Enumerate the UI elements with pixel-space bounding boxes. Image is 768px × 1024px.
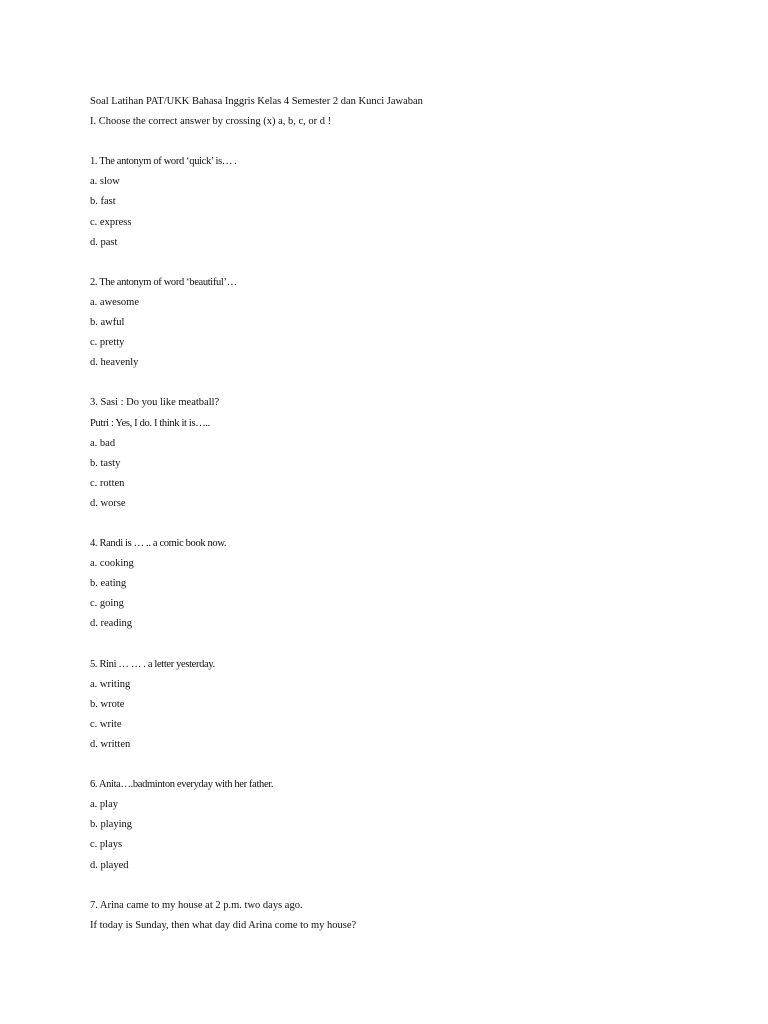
question-4-option-b: b. eating: [90, 578, 127, 590]
question-5-option-a: a. writing: [90, 678, 131, 690]
question-2-text: 2. The antonym of word ‘beautiful’…: [90, 276, 237, 288]
question-6-option-d: d. played: [90, 859, 129, 871]
question-6-option-c: c. plays: [90, 839, 123, 851]
question-5-option-d: d. written: [90, 739, 131, 750]
question-1-text: 1. The antonym of word ‘quick’ is… .: [90, 156, 237, 168]
question-4-option-a: a. cooking: [90, 558, 134, 570]
question-1-option-a: a. slow: [90, 176, 120, 188]
question-5: [90, 655, 730, 755]
question-7: [90, 896, 730, 936]
question-6-option-b: b. playing: [90, 819, 132, 831]
question-6-option-a: a. play: [90, 799, 118, 811]
question-1-option-b: b. fast: [90, 196, 116, 208]
spacer: [90, 635, 730, 655]
question-3-option-c: c. rotten: [90, 477, 125, 489]
instruction-text: I. Choose the correct answer by crossing (x) a, b, c, or d !: [90, 116, 332, 128]
spacer: [90, 132, 730, 152]
question-5-option-c: c. write: [90, 718, 122, 730]
question-7-text-continued: If today is Sunday, then what day did Arina come to my house?: [90, 919, 357, 931]
question-5-text: 5. Rini … … . a letter yesterday.: [90, 658, 215, 670]
question-3: [90, 393, 730, 514]
question-7-text: 7. Arina came to my house at 2 p.m. two days ago.: [90, 899, 303, 911]
question-1: [90, 152, 730, 252]
document-page: [90, 92, 730, 936]
spacer: [90, 253, 730, 273]
question-6-text: 6. Anita….badminton everyday with her father.: [90, 779, 274, 791]
question-6: [90, 775, 730, 875]
question-3-text: 3. Sasi : Do you like meatball?: [90, 397, 220, 409]
question-2-option-b: b. awful: [90, 317, 125, 329]
spacer: [90, 755, 730, 775]
question-4-option-d: d. reading: [90, 618, 132, 630]
spacer: [90, 876, 730, 896]
question-2-option-c: c. pretty: [90, 337, 125, 349]
question-2-option-d: d. heavenly: [90, 357, 139, 369]
question-5-option-b: b. wrote: [90, 698, 125, 710]
question-2-option-a: a. awesome: [90, 296, 139, 308]
document-title: Soal Latihan PAT/UKK Bahasa Inggris Kelas 4 Semester 2 dan Kunci Jawaban: [90, 96, 423, 107]
question-3-option-d: d. worse: [90, 497, 126, 509]
question-3-option-b: b. tasty: [90, 457, 121, 469]
question-3-text-continued: Putri : Yes, I do. I think it is…..: [90, 417, 210, 429]
question-4-text: 4. Randi is … .. a comic book now.: [90, 538, 227, 550]
question-1-option-c: c. express: [90, 216, 132, 228]
question-3-option-a: a. bad: [90, 437, 116, 449]
spacer: [90, 514, 730, 534]
question-4: [90, 534, 730, 634]
question-1-option-d: d. past: [90, 236, 118, 248]
question-2: [90, 273, 730, 373]
spacer: [90, 373, 730, 393]
question-4-option-c: c. going: [90, 598, 124, 610]
